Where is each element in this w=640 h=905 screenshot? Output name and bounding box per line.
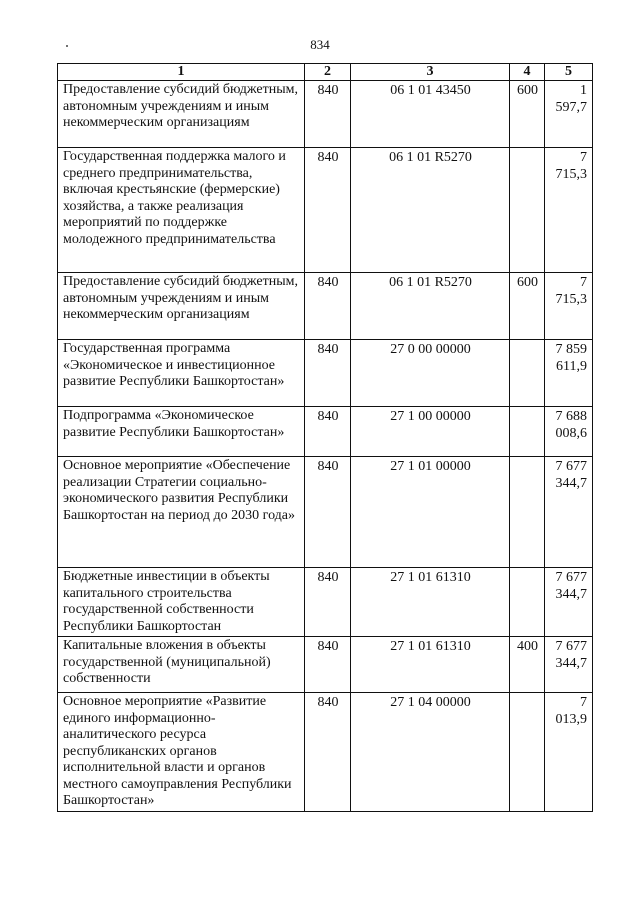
row-vr-cell: 400 [510, 637, 545, 693]
row-name-cell: Предоставление субсидий бюджетным, автономным учреждениям и иным некоммерческим организациям [58, 81, 305, 148]
header-col-5: 5 [545, 64, 593, 81]
row-sum-cell: 7 677 344,7 [545, 637, 593, 693]
table-row [58, 637, 593, 693]
row-csr-cell: 06 1 01 R5270 [351, 148, 510, 273]
header-col-3: 3 [351, 64, 510, 81]
row-sum-cell: 7 677 344,7 [545, 568, 593, 637]
row-ved-cell: 840 [305, 568, 351, 637]
row-csr-cell: 27 1 00 00000 [351, 407, 510, 457]
row-ved-cell: 840 [305, 693, 351, 812]
budget-table [57, 63, 593, 812]
page-number: 834 [310, 37, 330, 52]
row-name-cell: Бюджетные инвестиции в объекты капитального строительства государственной собственности Республики Башкортостан [58, 568, 305, 637]
row-sum-cell: 1 597,7 [545, 81, 593, 148]
header-col-4: 4 [510, 64, 545, 81]
row-ved-cell: 840 [305, 81, 351, 148]
row-ved-cell: 840 [305, 148, 351, 273]
row-vr-cell [510, 693, 545, 812]
row-ved-cell: 840 [305, 637, 351, 693]
row-sum-cell: 7 859 611,9 [545, 340, 593, 407]
row-vr-cell [510, 457, 545, 568]
row-vr-cell [510, 148, 545, 273]
row-name-cell: Подпрограмма «Экономическое развитие Республики Башкортостан» [58, 407, 305, 457]
row-sum-cell: 7 715,3 [545, 273, 593, 340]
table-row [58, 407, 593, 457]
row-name-cell: Государственная поддержка малого и среднего предпринимательства, включая крестьянские (фермерские) хозяйства, а также реализация мероприятий по поддержке молодежного предпринимательства [58, 148, 305, 273]
table-header-row [58, 64, 593, 81]
scan-speck [66, 45, 68, 47]
row-name-cell: Государственная программа «Экономическое и инвестиционное развитие Республики Башкортостан» [58, 340, 305, 407]
row-name-cell: Капитальные вложения в объекты государственной (муниципальной) собственности [58, 637, 305, 693]
row-csr-cell: 27 1 01 00000 [351, 457, 510, 568]
row-sum-cell: 7 688 008,6 [545, 407, 593, 457]
row-vr-cell [510, 407, 545, 457]
row-name-cell: Основное мероприятие «Обеспечение реализации Стратегии социально-экономического развития Республики Башкортостан на период до 2030 года» [58, 457, 305, 568]
row-csr-cell: 27 1 04 00000 [351, 693, 510, 812]
table-row [58, 81, 593, 148]
row-csr-cell: 27 1 01 61310 [351, 637, 510, 693]
row-csr-cell: 27 0 00 00000 [351, 340, 510, 407]
row-ved-cell: 840 [305, 273, 351, 340]
table-row [58, 568, 593, 637]
header-col-1: 1 [58, 64, 305, 81]
table-row [58, 693, 593, 812]
row-name-cell: Основное мероприятие «Развитие единого информационно-аналитического ресурса республиканских органов исполнительной власти и органов местного самоуправления Республики Башкортостан» [58, 693, 305, 812]
row-sum-cell: 7 013,9 [545, 693, 593, 812]
row-vr-cell: 600 [510, 81, 545, 148]
row-name-cell: Предоставление субсидий бюджетным, автономным учреждениям и иным некоммерческим организациям [58, 273, 305, 340]
row-csr-cell: 06 1 01 R5270 [351, 273, 510, 340]
table-row [58, 340, 593, 407]
row-ved-cell: 840 [305, 407, 351, 457]
row-ved-cell: 840 [305, 457, 351, 568]
row-vr-cell [510, 340, 545, 407]
row-vr-cell [510, 568, 545, 637]
row-sum-cell: 7 715,3 [545, 148, 593, 273]
table-row [58, 273, 593, 340]
row-ved-cell: 840 [305, 340, 351, 407]
row-csr-cell: 27 1 01 61310 [351, 568, 510, 637]
table-row [58, 457, 593, 568]
table-row [58, 148, 593, 273]
row-sum-cell: 7 677 344,7 [545, 457, 593, 568]
header-col-2: 2 [305, 64, 351, 81]
row-csr-cell: 06 1 01 43450 [351, 81, 510, 148]
row-vr-cell: 600 [510, 273, 545, 340]
